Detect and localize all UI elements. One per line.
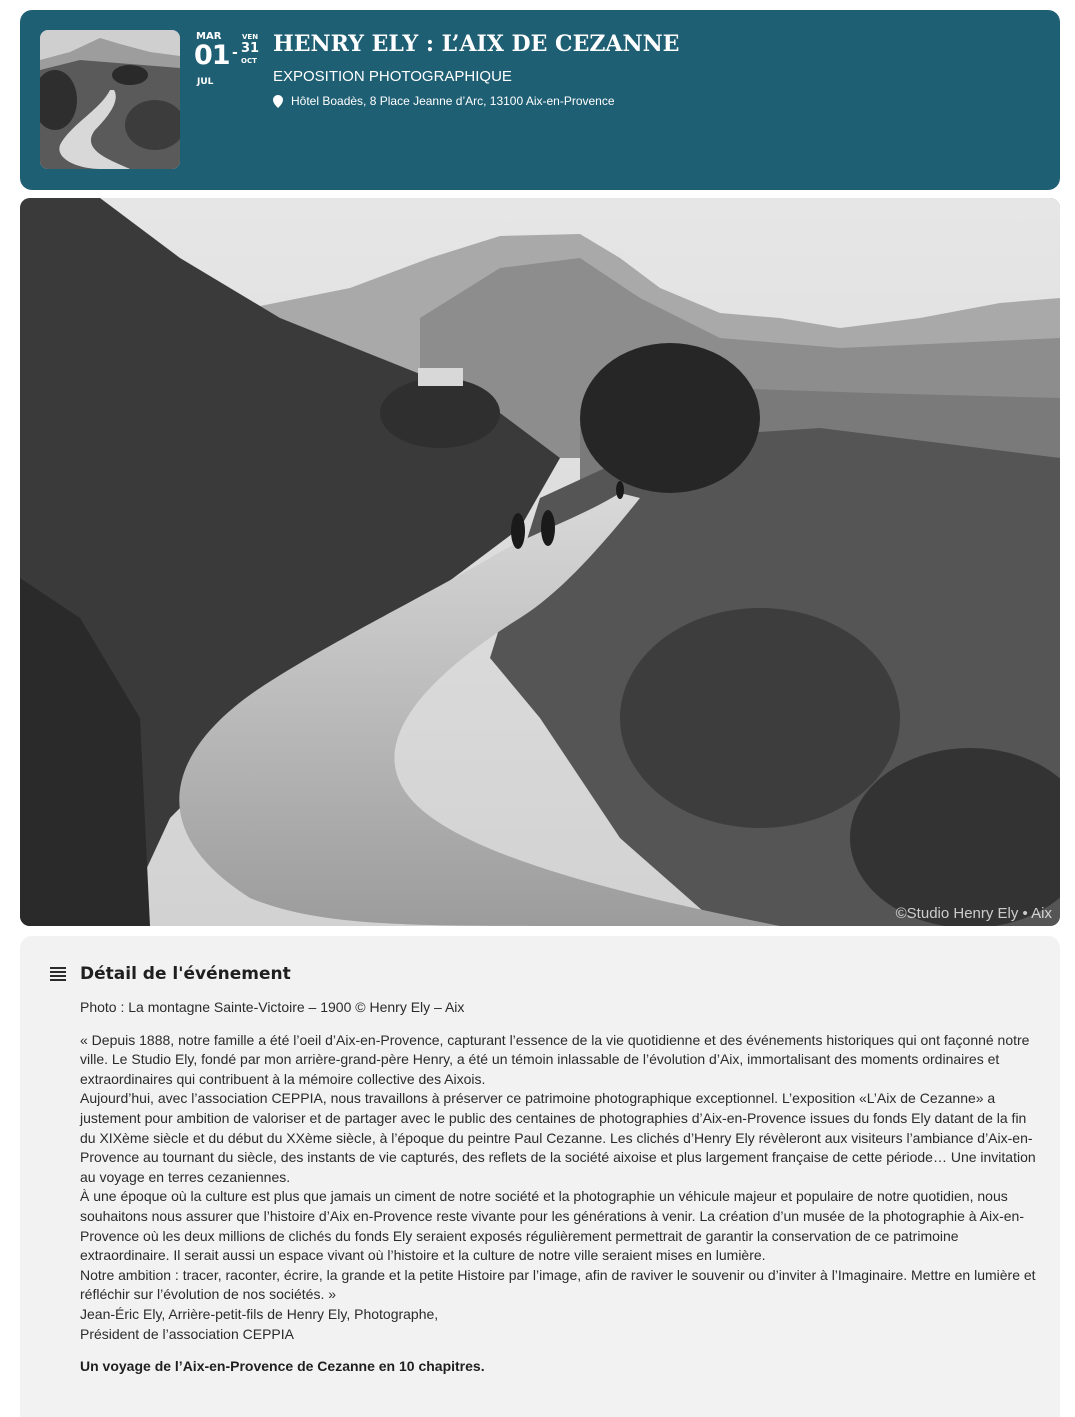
end-weekday: VEN — [242, 33, 259, 41]
signature-line: Jean-Éric Ely, Arrière-petit-fils de Henry Ely, Photographe, — [80, 1305, 439, 1322]
detail-paragraph: « Depuis 1888, notre famille a été l’oeil d’Aix-en-Provence, capturant l’essence de la vie quotidienne et des événements historiques qui ont façonné notre ville. Le Studio Ely, fondé par mon arrière-grand-père Henry, a été un témoin inlassable de l’évolution d’Aix, immortalisant des moments ordinaires et extraordinaires qui contribuent à la mémoire collective des Aixois. — [80, 1031, 1030, 1087]
end-day: 31 — [241, 41, 260, 56]
event-subtitle: EXPOSITION PHOTOGRAPHIQUE — [273, 68, 512, 85]
detail-title: Détail de l'événement — [80, 964, 291, 984]
address-text: Hôtel Boadès, 8 Place Jeanne d’Arc, 13100 Aix-en-Provence — [291, 94, 615, 108]
closing-statement: Un voyage de l’Aix-en-Provence de Cezanne en 10 chapitres. — [80, 1358, 485, 1375]
event-thumbnail[interactable] — [40, 30, 180, 169]
event-address[interactable] — [273, 94, 615, 108]
list-icon — [50, 966, 66, 982]
detail-body — [80, 998, 1040, 1390]
detail-paragraph: Aujourd’hui, avec l’association CEPPIA, nous travaillons à préserver ce patrimoine photographique exceptionnel. L’exposition «L’Aix de Cezanne» a justement pour ambition de valoriser et de partager avec le public des centaines de photographies d’Aix-en-Provence issues du fonds Ely datant de la fin du XIXème siècle et du début du XXème siècle, à l’époque du peintre Paul Cezanne. Les clichés d’Henry Ely révèleront aux visiteurs l’ambiance d’Aix-en-Provence au tournant du siècle, des instants de vie capturés, des reflets de la société aixoise et plus largement française de cette période… Une invitation au voyage en terres cezaniennes. — [80, 1090, 1036, 1185]
event-title: HENRY ELY : L’AIX DE CEZANNE — [273, 31, 680, 57]
date-separator: - — [232, 45, 238, 61]
event-detail-section — [20, 936, 1060, 1417]
event-photo — [20, 198, 1060, 926]
detail-paragraph: À une époque où la culture est plus que jamais un ciment de notre société et la photographie un véhicule majeur et populaire de notre quotidien, nous souhaitons nous assurer que l’histoire d’Aix en-Provence reste vivante pour les générations à venir. La création d’un musée de la photographie à Aix-en-Provence où les deux millions de clichés du fonds Ely seraient exposés régulièrement permettrait de garantir la conservation de ce patrimoine extraordinaire. Il serait aussi un espace vivant où l’histoire et la culture de notre ville seraient mises en lumière. — [80, 1188, 1025, 1264]
detail-quote — [80, 1031, 1040, 1345]
start-month: MAR — [196, 31, 222, 42]
photo-caption: Photo : La montagne Sainte-Victoire – 1900 © Henry Ely – Aix — [80, 999, 465, 1015]
landscape-thumbnail-icon — [40, 30, 180, 169]
event-header — [20, 10, 1060, 190]
start-month-sub: JUL — [197, 77, 214, 87]
start-day: 01 — [194, 40, 230, 71]
signature-title: Président de l’association CEPPIA — [80, 1325, 294, 1342]
end-month: OCT — [241, 57, 257, 65]
map-pin-icon — [273, 95, 283, 108]
landscape-photo — [20, 198, 1060, 926]
photo-watermark: ©Studio Henry Ely • Aix — [895, 905, 1052, 922]
detail-header — [50, 964, 291, 984]
detail-paragraph: Notre ambition : tracer, raconter, écrire, la grande et la petite Histoire par l’image, afin de raviver le souvenir ou d’inviter à l’Imaginaire. Mettre en lumière et réfléchir sur l’évolution de nos sociétés. » — [80, 1266, 1036, 1303]
